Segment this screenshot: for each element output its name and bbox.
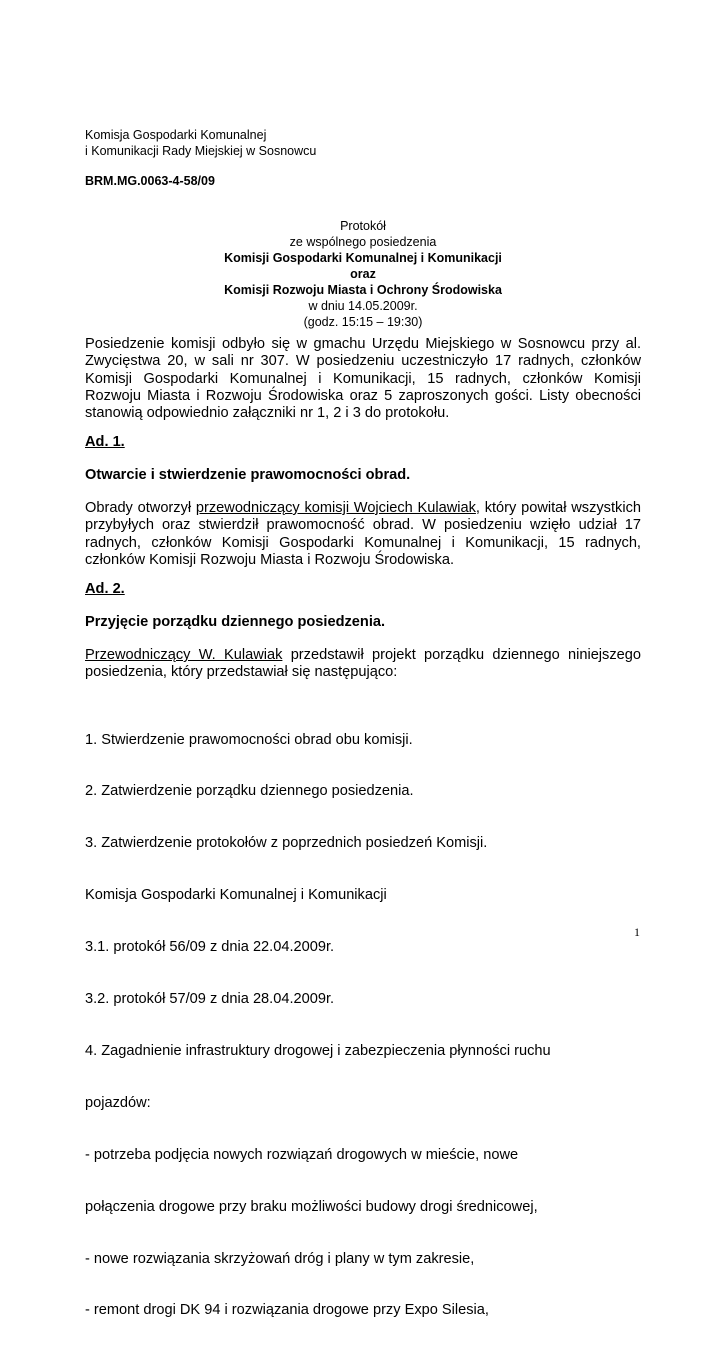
- agenda-item: - remont drogi DK 94 i rozwiązania drogowe przy Expo Silesia,: [85, 1302, 489, 1319]
- meeting-date: w dniu 14.05.2009r.: [308, 299, 418, 313]
- agenda-item: 2. Zatwierdzenie porządku dziennego posiedzenia.: [85, 783, 414, 800]
- ad1-text-pre: Obrady otworzył: [85, 500, 196, 516]
- agenda-list: [85, 697, 641, 1354]
- protocol-subtitle: ze wspólnego posiedzenia: [289, 235, 437, 249]
- meeting-time: (godz. 15:15 – 19:30): [303, 315, 423, 329]
- protocol-title-block: [85, 218, 641, 330]
- agenda-item: - nowe rozwiązania skrzyżowań dróg i plany w tym zakresie,: [85, 1250, 475, 1267]
- ad1-heading: Ad. 1.: [85, 434, 125, 450]
- chairman-name: przewodniczący komisji Wojciech Kulawiak: [195, 500, 476, 516]
- issuer-header: [85, 127, 641, 159]
- agenda-item: 1. Stwierdzenie prawomocności obrad obu komisji.: [85, 731, 413, 748]
- conjunction: oraz: [350, 267, 376, 281]
- agenda-item: 4. Zagadnienie infrastruktury drogowej i zabezpieczenia płynności ruchu: [85, 1042, 551, 1059]
- committee-1-name: Komisji Gospodarki Komunalnej i Komunikacji: [224, 251, 502, 265]
- agenda-item: pojazdów:: [85, 1094, 151, 1111]
- page-number: 1: [634, 925, 640, 939]
- agenda-item: Komisja Gospodarki Komunalnej i Komunikacji: [85, 887, 387, 904]
- reference-number: BRM.MG.0063-4-58/09: [85, 174, 215, 188]
- issuer-line-2: i Komunikacji Rady Miejskiej w Sosnowcu: [85, 144, 317, 158]
- ad2-text-post: przedstawił projekt porządku dziennego niniejszego posiedzenia, który przedstawiał się następująco:: [85, 647, 641, 681]
- chairman-short-name: Przewodniczący W. Kulawiak: [85, 647, 283, 663]
- agenda-item: 3.2. protokół 57/09 z dnia 28.04.2009r.: [85, 991, 335, 1008]
- intro-paragraph: Posiedzenie komisji odbyło się w gmachu Urzędu Miejskiego w Sosnowcu przy al. Zwycięstwa 20, w sali nr 307. W posiedzeniu uczestniczyło 17 radnych, członków Komisji Gospodarki Komunalnej i Komunikacji, 15 radnych, członków Komisji Rozwoju Miasta i Rozwoju Środowiska oraz 5 zaproszonych gości. Listy obecności stanowią odpowiednio załączniki nr 1, 2 i 3 do protokołu.: [85, 336, 641, 422]
- committee-2-name: Komisji Rozwoju Miasta i Ochrony Środowiska: [224, 283, 502, 297]
- ad1-subheading: Otwarcie i stwierdzenie prawomocności obrad.: [85, 467, 411, 483]
- ad1-paragraph: [85, 500, 641, 569]
- ad1-text-post: , który powitał wszystkich przybyłych oraz stwierdził prawomocność obrad. W posiedzeniu wzięło udział 17 radnych, członków Komisji Gospodarki Komunalnej i Komunikacji, 15 radnych, członków Komisji Rozwoju Miasta i Rozwoju Środowiska.: [85, 500, 641, 568]
- ad2-heading: Ad. 2.: [85, 581, 125, 597]
- ad2-subheading: Przyjęcie porządku dziennego posiedzenia.: [85, 614, 386, 630]
- agenda-item: 3. Zatwierdzenie protokołów z poprzednich posiedzeń Komisji.: [85, 835, 488, 852]
- issuer-line-1: Komisja Gospodarki Komunalnej: [85, 128, 267, 142]
- agenda-item: - potrzeba podjęcia nowych rozwiązań drogowych w mieście, nowe: [85, 1146, 519, 1163]
- protocol-title: Protokół: [340, 219, 386, 233]
- agenda-item: 3.1. protokół 56/09 z dnia 22.04.2009r.: [85, 939, 335, 956]
- ad2-paragraph: [85, 647, 641, 682]
- agenda-item: połączenia drogowe przy braku możliwości budowy drogi średnicowej,: [85, 1198, 538, 1215]
